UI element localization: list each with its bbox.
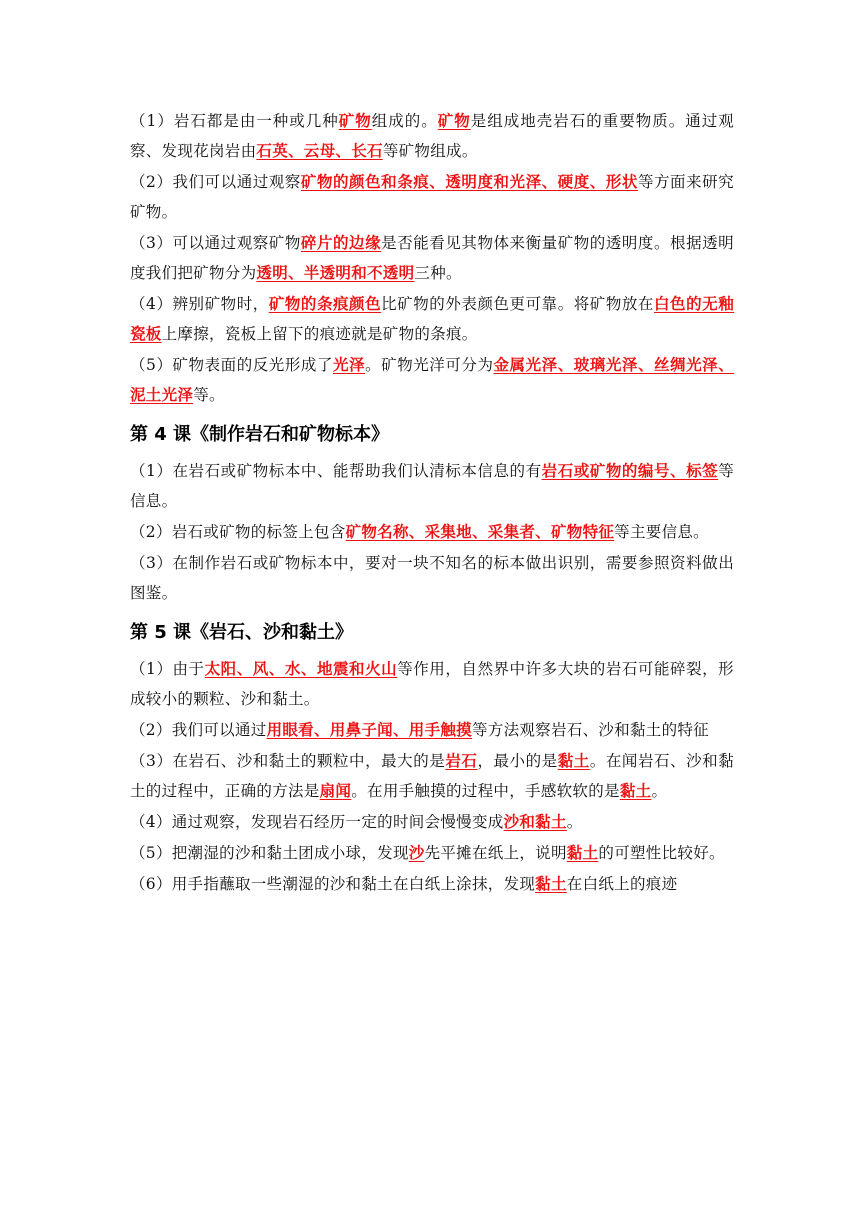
text-segment: 组成的。 (371, 112, 438, 130)
text-segment: 等矿物组成。 (382, 142, 478, 160)
text-segment: （3）在制作岩石或矿物标本中，要对一块不知名的标本做出识别，需要参照资料做出图鉴。 (130, 554, 734, 602)
paragraph (130, 350, 734, 410)
text-segment: 等方面来研究矿物。 (130, 173, 734, 221)
text-segment: （2）岩石或矿物的标签上包含 (130, 523, 346, 541)
highlighted-answer: 黏土 (557, 751, 590, 770)
text-segment: 等主要信息。 (614, 523, 709, 541)
paragraph (130, 807, 734, 837)
text-segment: 是否能看见其物体来衡量矿物的透明度。根据透明度我们把矿物分为 (130, 234, 734, 282)
text-segment: （5）矿物表面的反光形成了 (130, 356, 333, 374)
section (130, 420, 734, 608)
text-segment: 的可塑性比较好。 (598, 844, 725, 862)
paragraph (130, 289, 734, 349)
paragraph (130, 654, 734, 714)
paragraph (130, 746, 734, 806)
highlighted-answer: 石英、云母、长石 (256, 141, 383, 160)
text-segment: 比矿物的外表颜色更可靠。将矿物放在 (381, 295, 654, 313)
text-segment: （5）把潮湿的沙和黏土团成小球，发现 (130, 844, 409, 862)
highlighted-answer: 矿物的条痕颜色 (268, 294, 382, 313)
paragraph (130, 715, 734, 745)
text-segment: （2）我们可以通过观察 (130, 173, 301, 191)
text-segment: 等作用，自然界中许多大块的岩石可能碎裂，形成较小的颗粒、沙和黏土。 (130, 660, 734, 708)
paragraph (130, 167, 734, 227)
paragraph (130, 838, 734, 868)
highlighted-answer: 白色的无釉瓷板 (130, 294, 734, 343)
text-segment: （2）我们可以通过 (130, 721, 267, 739)
highlighted-answer: 岩石或矿物的编号、标签 (541, 461, 719, 480)
highlighted-answer: 岩石 (445, 751, 478, 770)
highlighted-answer: 黏土 (535, 874, 567, 893)
text-segment: 。在闻岩石、沙和黏土的过程中，正确的方法是 (130, 752, 734, 800)
text-segment: 。在用手触摸的过程中，手感软软的是 (351, 782, 620, 800)
text-segment: （1）由于 (130, 660, 205, 678)
highlighted-answer: 透明、半透明和不透明 (256, 263, 415, 282)
highlighted-answer: 沙和黏土 (503, 812, 567, 831)
text-segment: 等方法观察岩石、沙和黏土的特征 (471, 721, 709, 739)
section (130, 618, 734, 899)
paragraph (130, 228, 734, 288)
highlighted-answer: 光泽 (333, 355, 366, 374)
highlighted-answer: 矿物的颜色和条痕、透明度和光泽、硬度、形状 (300, 172, 638, 191)
text-segment: 。 (566, 813, 583, 831)
text-segment: （4）通过观察，发现岩石经历一定的时间会慢慢变成 (130, 813, 504, 831)
text-segment: （6）用手指蘸取一些潮湿的沙和黏土在白纸上涂抹，发现 (130, 875, 536, 893)
paragraph (130, 456, 734, 516)
section-heading: 第 5 课《岩石、沙和黏土》 (130, 622, 354, 643)
text-segment: 上摩擦，瓷板上留下的痕迹就是矿物的条痕。 (161, 325, 478, 343)
paragraph (130, 106, 734, 166)
text-segment: ，最小的是 (477, 752, 558, 770)
text-segment: 先平摊在纸上，说明 (424, 844, 567, 862)
section-heading: 第 4 课《制作岩石和矿物标本》 (130, 424, 390, 445)
highlighted-answer: 金属光泽、玻璃光泽、丝绸光泽、泥土光泽 (130, 355, 734, 404)
highlighted-answer: 矿物 (338, 111, 372, 130)
paragraph (130, 548, 734, 608)
text-segment: （3）在岩石、沙和黏土的颗粒中，最大的是 (130, 752, 446, 770)
highlighted-answer: 矿物 (437, 111, 471, 130)
highlighted-answer: 太阳、风、水、地震和火山 (204, 659, 398, 678)
text-segment: 。 (651, 782, 668, 800)
highlighted-answer: 沙 (408, 843, 425, 862)
highlighted-answer: 黏土 (619, 781, 652, 800)
paragraph (130, 517, 734, 547)
highlighted-answer: 矿物名称、采集地、采集者、矿物特征 (345, 522, 615, 541)
paragraph (130, 869, 734, 899)
text-segment: 三种。 (414, 264, 462, 282)
text-segment: 在白纸上的痕迹 (566, 875, 678, 893)
highlighted-answer: 用眼看、用鼻子闻、用手触摸 (266, 720, 472, 739)
highlighted-answer: 碎片的边缘 (300, 233, 382, 252)
text-segment: （1）在岩石或矿物标本中、能帮助我们认清标本信息的有 (130, 462, 542, 480)
text-segment: （4）辨别矿物时， (130, 295, 269, 313)
text-segment: 。矿物光洋可分为 (365, 356, 494, 374)
text-segment: （3）可以通过观察矿物 (130, 234, 301, 252)
section (130, 106, 734, 410)
highlighted-answer: 扇闻 (319, 781, 352, 800)
text-segment: 等。 (193, 386, 225, 404)
text-segment: （1）岩石都是由一种或几种 (130, 112, 339, 130)
text-segment: 等信息。 (130, 462, 734, 510)
highlighted-answer: 黏土 (566, 843, 599, 862)
document-page (130, 106, 734, 899)
text-segment: 是组成地壳岩石的重要物质。通过观察、发现花岗岩由 (130, 112, 734, 160)
